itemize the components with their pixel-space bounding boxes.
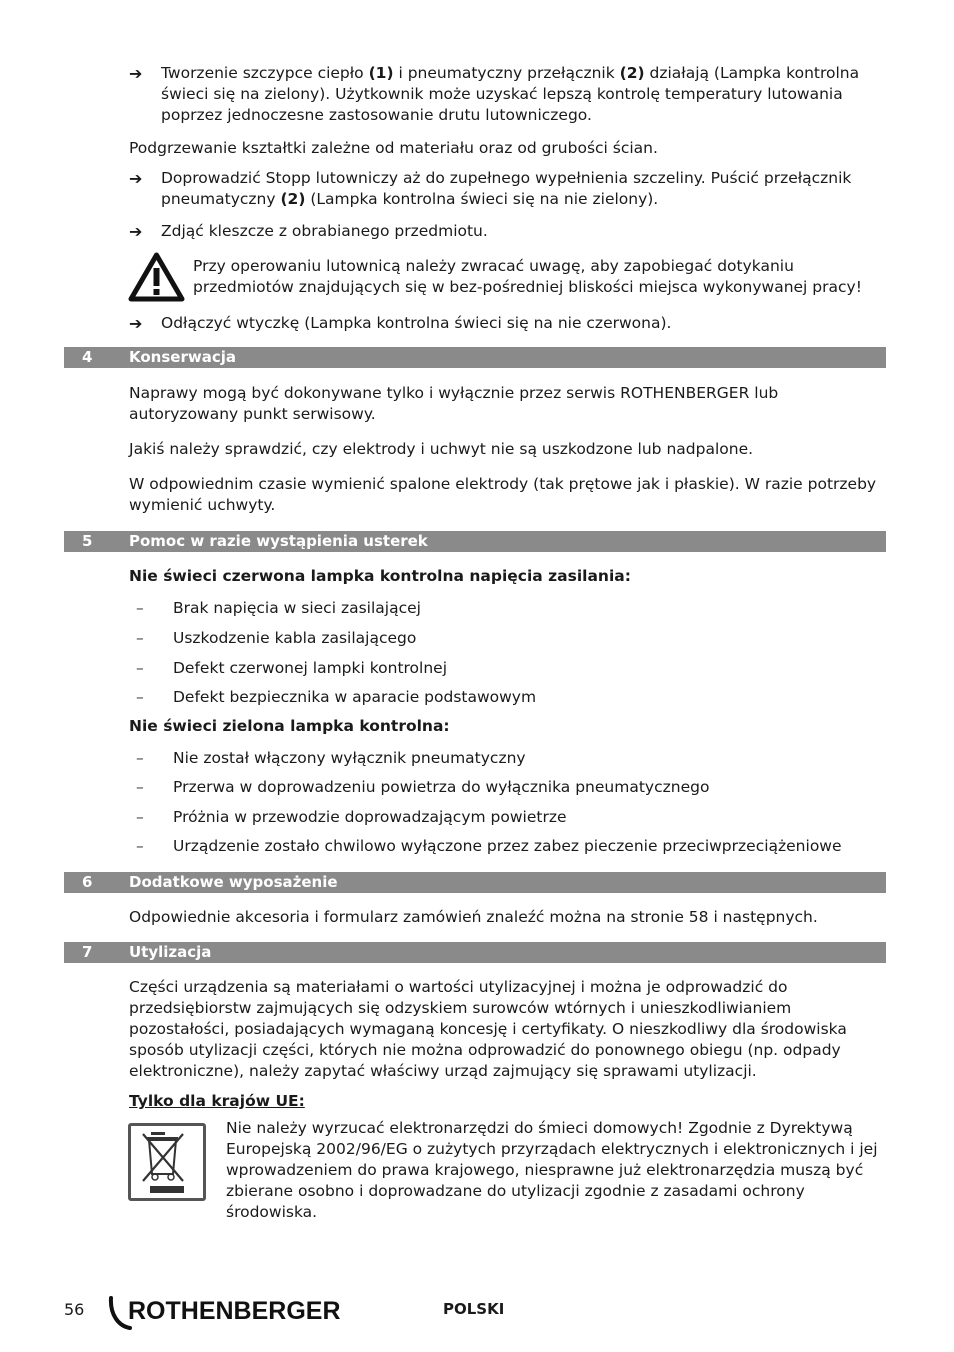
- section-header-7: 7 Utylizacja: [64, 942, 886, 963]
- part-ref: (1): [368, 64, 394, 82]
- instruction-bullet-1: ➔ Tworzenie szczypce ciepło (1) i pneumatyczny przełącznik (2) działają (Lampka kontrolna świeci się na zielony). Użytkownik może uzyskać lepszą kontrolę temperatury lutowania poprzez jednoczesne zastosowanie drutu lutowniczego.: [129, 64, 860, 124]
- language-label: POLSKI: [443, 1300, 505, 1318]
- list-item: – Urządzenie zostało chwilowo wyłączone przez zabez pieczenie przeciwprzeciążeniowe: [136, 837, 842, 855]
- list-item: – Nie został włączony wyłącznik pneumatyczny: [136, 749, 526, 767]
- arrow-icon: ➔: [129, 314, 143, 333]
- paragraph: Jakiś należy sprawdzić, czy elektrody i uchwyt nie są uszkodzone lub nadpalone.: [129, 440, 754, 458]
- paragraph: Podgrzewanie kształtki zależne od materiału oraz od grubości ścian.: [129, 139, 658, 157]
- eu-paragraph: Nie należy wyrzucać elektronarzędzi do śmieci domowych! Zgodnie z Dyrektywą Europejską 2002/96/EG o zużytych przyrządach elektrycznych i elektronicznych i jej wprowadzeniem do prawa krajowego, niesprawne już elektronarzędzia muszą być zbierane osobno i doprowadzane do utylizacji zgodnie z zasadami ochrony środowiska.: [226, 1119, 878, 1221]
- part-ref: (2): [619, 64, 645, 82]
- rothenberger-logo: [108, 1294, 348, 1330]
- list-item: – Uszkodzenie kabla zasilającego: [136, 629, 417, 647]
- subheading: Nie świeci zielona lampka kontrolna:: [129, 717, 450, 735]
- section-header-6: 6 Dodatkowe wyposażenie: [64, 872, 886, 893]
- arrow-icon: ➔: [129, 222, 143, 241]
- part-ref: (2): [280, 190, 306, 208]
- arrow-icon: ➔: [129, 64, 143, 83]
- list-item: – Próżnia w przewodzie doprowadzającym powietrze: [136, 808, 567, 826]
- paragraph: Naprawy mogą być dokonywane tylko i wyłącznie przez serwis ROTHENBERGER lub autoryzowany punkt serwisowy.: [129, 384, 779, 423]
- warning-triangle-icon: [128, 252, 185, 302]
- page-number: 56: [64, 1300, 85, 1319]
- section-header-5: 5 Pomoc w razie wystąpienia usterek: [64, 531, 886, 552]
- instruction-bullet-4: ➔ Odłączyć wtyczkę (Lampka kontrolna świeci się na nie czerwona).: [129, 314, 672, 333]
- paragraph: W odpowiednim czasie wymienić spalone elektrody (tak prętowe jak i płaskie). W razie potrzeby wymienić uchwyty.: [129, 475, 877, 514]
- list-item: – Defekt czerwonej lampki kontrolnej: [136, 659, 448, 677]
- list-item: – Brak napięcia w sieci zasilającej: [136, 599, 421, 617]
- paragraph: Odpowiednie akcesoria i formularz zamówień znaleźć można na stronie 58 i następnych.: [129, 908, 818, 926]
- subheading: Nie świeci czerwona lampka kontrolna napięcia zasilania:: [129, 567, 631, 585]
- paragraph: Części urządzenia są materiałami o wartości utylizacyjnej i można je odprowadzić do przedsiębiorstw zajmujących się odzyskiem surowców wtórnych i unieszkodliwianiem pozostałości, posiadających wymaganą koncesję i certyfikaty. O nieszkodliwy dla środowiska sposób utylizacji części, których nie można odprowadzić do ponownego obiegu (np. odpady elektroniczne), należy zapytać właściwy urząd zajmujący się sprawami utylizacji.: [129, 978, 847, 1080]
- crossed-out-bin-icon: [128, 1123, 206, 1201]
- warning-text: Przy operowaniu lutownicą należy zwracać uwagę, aby zapobiegać dotykaniu przedmiotów znajdujących się w bez-pośredniej bliskości miejsca wykonywanej pracy!: [193, 257, 862, 296]
- list-item: – Przerwa w doprowadzeniu powietrza do wyłącznika pneumatycznego: [136, 778, 710, 796]
- instruction-bullet-3: ➔ Zdjąć kleszcze z obrabianego przedmiotu.: [129, 222, 488, 241]
- section-header-4: 4 Konserwacja: [64, 347, 886, 368]
- list-item: – Defekt bezpiecznika w aparacie podstawowym: [136, 688, 537, 706]
- subheading-eu: Tylko dla krajów UE:: [129, 1092, 305, 1110]
- svg-text:ROTHENBERGER: ROTHENBERGER: [128, 1297, 341, 1325]
- arrow-icon: ➔: [129, 169, 143, 188]
- instruction-bullet-2: ➔ Doprowadzić Stopp lutowniczy aż do zupełnego wypełnienia szczeliny. Puścić przełącznik pneumatyczny (2) (Lampka kontrolna świeci się na nie zielony).: [129, 169, 852, 208]
